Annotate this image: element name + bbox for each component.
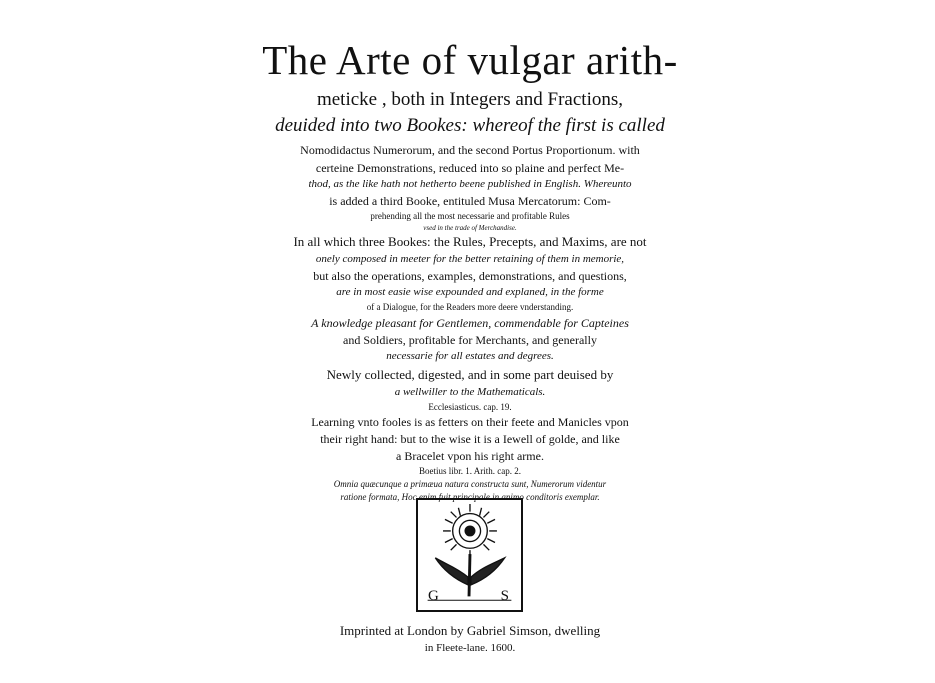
paragraph-3-line-2: and Soldiers, profitable for Merchants, and generally [343, 333, 597, 347]
imprint-line-2: in Fleete-lane. 1600. [424, 642, 516, 654]
quote-1-line-3: a Bracelet vpon his right arme. [396, 449, 544, 463]
description-line-6: vsed in the trade of Merchandise. [423, 224, 517, 232]
title-page [250, 37, 690, 660]
paragraph-4-line-2: a wellwiller to the Mathematicals. [394, 386, 546, 398]
quote-2-line-1: Omnia quæcunque a primæua natura constructa sunt, Numerorum videntur [333, 479, 607, 489]
description-line-5: prehending all the most necessarie and profitable Rules [370, 211, 570, 221]
quote-1-line-2: their right hand: but to the wise it is a Iewell of golde, and like [320, 432, 620, 446]
paragraph-3-line-1: A knowledge pleasant for Gentlemen, commendable for Capteines [311, 316, 629, 330]
quote-2-line-2: ratione formata, Hoc enim fuit principale in animo conditoris exemplar. [340, 492, 600, 502]
book-title-line-3: deuided into two Bookes: whereof the first is called [275, 115, 665, 136]
quote-1-line-1: Learning vnto fooles is as fetters on their feete and Manicles vpon [311, 415, 629, 429]
paragraph-2-line-4: are in most easie wise expounded and explaned, in the forme [336, 286, 604, 298]
description-line-1: Nomodidactus Numerorum, and the second Portus Proportionum. with [300, 143, 640, 157]
paragraph-4-line-1: Newly collected, digested, and in some part deuised by [326, 367, 614, 382]
paragraph-3-line-3: necessarie for all estates and degrees. [386, 350, 554, 362]
quote-1-reference: Ecclesiasticus. cap. 19. [428, 402, 512, 412]
imprint-line-1: Imprinted at London by Gabriel Simson, dwelling [339, 623, 601, 638]
book-title-line-2: meticke , both in Integers and Fractions, [316, 89, 624, 110]
book-title-line-1: The Arte of vulgar arith- [262, 37, 678, 83]
printer-initial-g: G [428, 588, 439, 604]
quote-2-reference: Boetius libr. 1. Arith. cap. 2. [419, 466, 521, 476]
paragraph-2-line-1: In all which three Bookes: the Rules, Precepts, and Maxims, are not [293, 234, 647, 249]
paragraph-2-line-5: of a Dialogue, for the Readers more deere vnderstanding. [366, 302, 574, 312]
paragraph-2-line-3: but also the operations, examples, demonstrations, and questions, [313, 269, 627, 283]
description-line-4: is added a third Booke, entituled Musa Mercatorum: Com- [329, 194, 611, 208]
description-line-3: thod, as the like hath not hetherto beene published in English. Whereunto [308, 178, 632, 190]
printer-device-woodcut [416, 498, 523, 612]
description-line-2: certeine Demonstrations, reduced into so plaine and perfect Me- [315, 161, 625, 175]
paragraph-2-line-2: onely composed in meeter for the better retaining of them in memorie, [315, 253, 625, 265]
printer-initial-s: S [500, 588, 509, 604]
